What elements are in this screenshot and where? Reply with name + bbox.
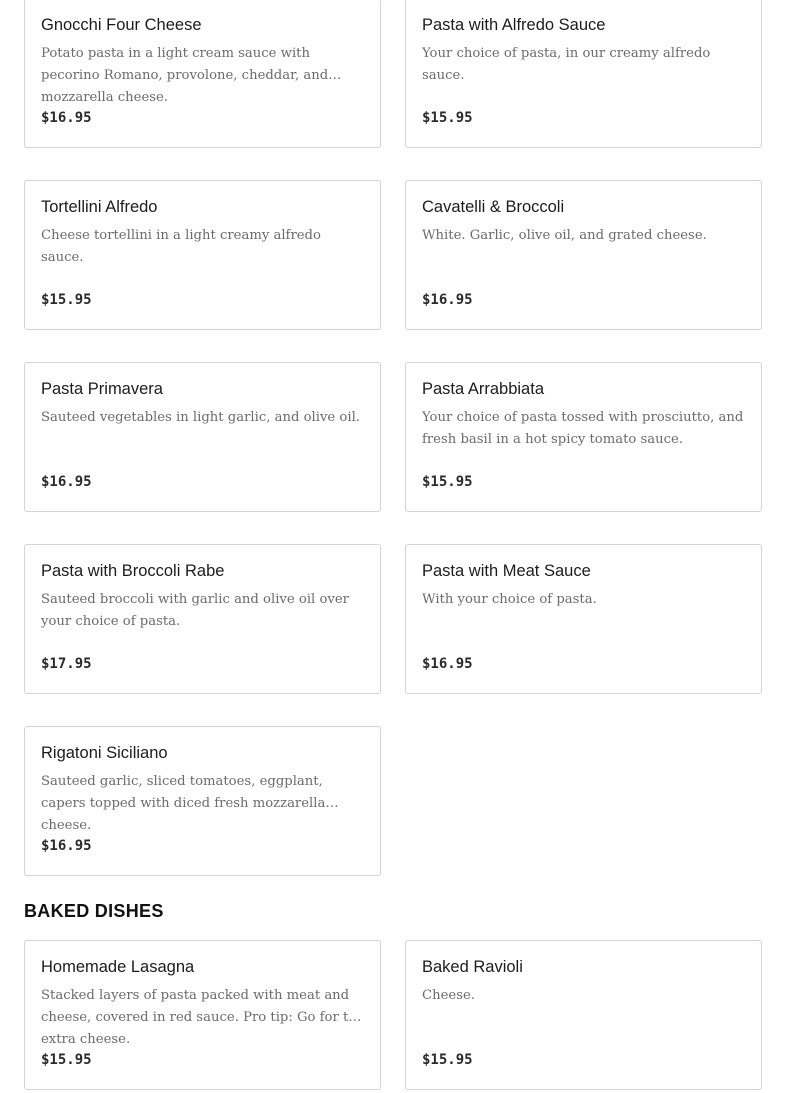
menu-item-name: Pasta Primavera	[41, 380, 163, 398]
menu-item-description: Potato pasta in a light cream sauce with pecorino Romano, provolone, cheddar, and mozzarella cheese.	[41, 46, 329, 105]
menu-item-price: $17.95	[41, 656, 92, 672]
menu-item-description: White. Garlic, olive oil, and grated cheese.	[422, 228, 707, 243]
menu-item-description: Your choice of pasta, in our creamy alfredo sauce.	[422, 46, 711, 83]
menu-item-name: Pasta with Broccoli Rabe	[41, 562, 225, 580]
menu-item-name: Homemade Lasagna	[41, 958, 195, 976]
menu-item-description: Your choice of pasta tossed with prosciutto, and fresh basil in a hot spicy tomato sauce.	[422, 410, 744, 447]
menu-item-price: $15.95	[41, 292, 92, 308]
menu-item-price: $16.95	[422, 656, 473, 672]
menu-item-price: $15.95	[422, 1052, 473, 1068]
menu-item-name: Pasta with Alfredo Sauce	[422, 16, 606, 34]
menu-item-name: Pasta Arrabbiata	[422, 380, 544, 398]
menu-item-price: $16.95	[41, 474, 92, 490]
menu-item-description: Cheese tortellini in a light creamy alfredo sauce.	[41, 228, 321, 265]
menu-item-card[interactable]	[24, 940, 381, 1090]
section-heading-baked-dishes: BAKED DISHES	[24, 901, 164, 921]
menu-item-name: Cavatelli & Broccoli	[422, 198, 565, 216]
menu-item-description: With your choice of pasta.	[422, 592, 597, 607]
menu-item-card[interactable]	[405, 940, 762, 1090]
menu-item-price: $16.95	[422, 292, 473, 308]
menu-item-description: Stacked layers of pasta packed with meat and cheese, covered in red sauce. Pro tip: Go for the extra cheese.	[41, 988, 365, 1047]
menu-item-description: Sauteed garlic, sliced tomatoes, eggplant, capers topped with diced fresh mozzarella cheese.	[41, 774, 326, 833]
menu-item-description: Sauteed vegetables in light garlic, and olive oil.	[41, 410, 360, 425]
menu-item-card[interactable]	[24, 544, 381, 694]
menu-item-card[interactable]	[405, 544, 762, 694]
menu-item-card[interactable]	[405, 362, 762, 512]
menu-item-card[interactable]	[24, 726, 381, 876]
menu-item-card[interactable]	[405, 0, 762, 148]
menu-item-name: Rigatoni Siciliano	[41, 744, 168, 762]
menu-item-price: $16.95	[41, 110, 92, 126]
menu-item-card[interactable]	[24, 0, 381, 148]
menu-item-card[interactable]	[24, 180, 381, 330]
menu-item-card[interactable]	[405, 180, 762, 330]
menu-item-card[interactable]	[24, 362, 381, 512]
menu-item-name: Pasta with Meat Sauce	[422, 562, 591, 580]
menu-item-price: $15.95	[41, 1052, 92, 1068]
menu-item-price: $15.95	[422, 110, 473, 126]
menu-item-name: Gnocchi Four Cheese	[41, 16, 202, 34]
menu-item-name: Baked Ravioli	[422, 958, 523, 976]
menu-item-price: $15.95	[422, 474, 473, 490]
menu-item-description: Sauteed broccoli with garlic and olive oil over your choice of pasta.	[41, 592, 349, 629]
menu-item-price: $16.95	[41, 838, 92, 854]
menu-item-name: Tortellini Alfredo	[41, 198, 158, 216]
menu-item-description: Cheese.	[422, 988, 475, 1003]
